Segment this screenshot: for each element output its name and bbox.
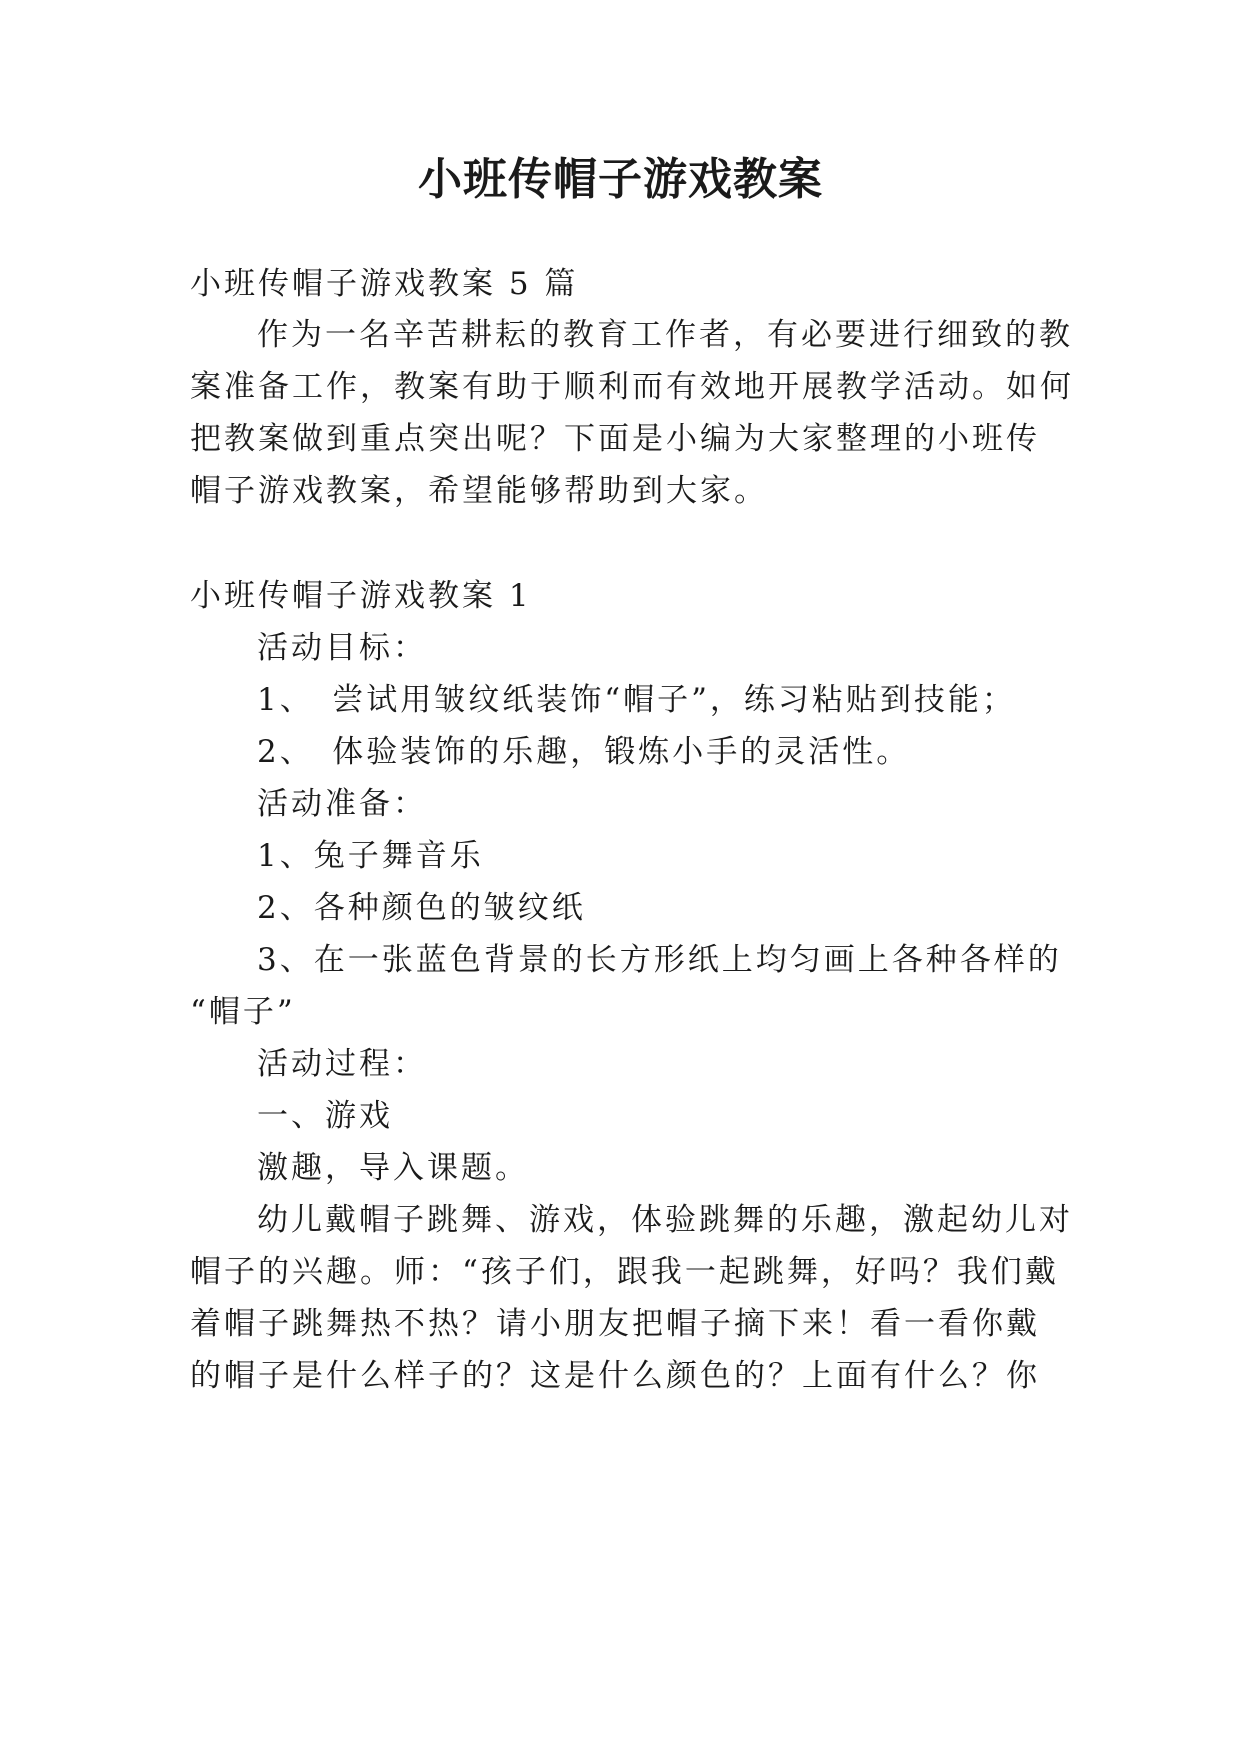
goal-item: 1、 尝试用皱纹纸装饰“帽子”，练习粘贴到技能； <box>257 682 1016 718</box>
document-title: 小班传帽子游戏教案 <box>418 154 823 205</box>
process-paragraph-line: 帽子的兴趣。师：“孩子们，跟我一起跳舞，好吗？我们戴 <box>190 1254 1059 1290</box>
process-paragraph-line: 幼儿戴帽子跳舞、游戏，体验跳舞的乐趣，激起幼儿对 <box>257 1202 1073 1238</box>
section-heading: 小班传帽子游戏教案 1 <box>190 578 532 614</box>
prep-item: 1、兔子舞音乐 <box>257 838 484 874</box>
process-label: 活动过程： <box>257 1046 427 1082</box>
goal-item: 2、 体验装饰的乐趣，锻炼小手的灵活性。 <box>257 734 911 770</box>
prep-item-continuation: “帽子” <box>190 994 296 1030</box>
process-paragraph-line: 的帽子是什么样子的？这是什么颜色的？上面有什么？你 <box>190 1358 1040 1394</box>
process-step: 一、游戏 <box>257 1098 393 1134</box>
process-paragraph-line: 着帽子跳舞热不热？请小朋友把帽子摘下来！看一看你戴 <box>190 1306 1040 1342</box>
prep-item: 3、在一张蓝色背景的长方形纸上均匀画上各种各样的 <box>257 942 1062 978</box>
document-subtitle: 小班传帽子游戏教案 5 篇 <box>190 266 579 302</box>
intro-line: 作为一名辛苦耕耘的教育工作者，有必要进行细致的教 <box>257 317 1073 353</box>
prep-item: 2、各种颜色的皱纹纸 <box>257 890 586 926</box>
intro-line: 帽子游戏教案，希望能够帮助到大家。 <box>190 473 768 509</box>
process-step-sub: 激趣，导入课题。 <box>257 1150 529 1186</box>
goals-label: 活动目标： <box>257 630 427 666</box>
intro-line: 案准备工作，教案有助于顺利而有效地开展教学活动。如何 <box>190 369 1074 405</box>
intro-line: 把教案做到重点突出呢？下面是小编为大家整理的小班传 <box>190 421 1040 457</box>
prep-label: 活动准备： <box>257 786 427 822</box>
